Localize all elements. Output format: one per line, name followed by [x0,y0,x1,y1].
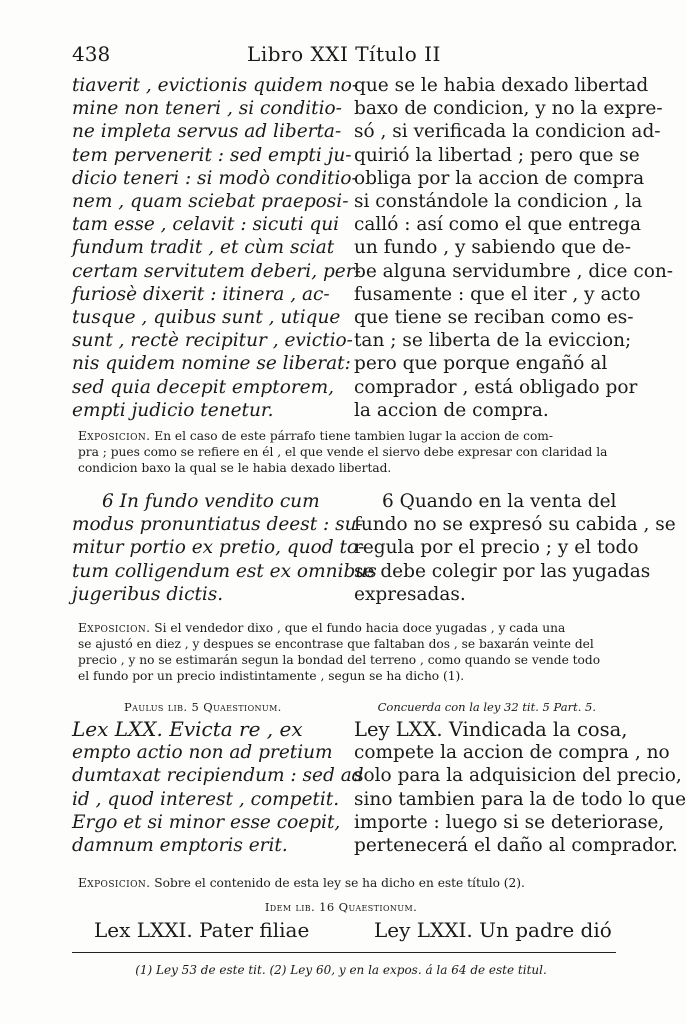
spanish-line: solo para la adquisicion del precio, [354,765,682,787]
latin-column [72,490,377,606]
spanish-line: 6 Quando en la venta del [382,491,617,512]
spanish-line: un fundo , y sabiendo que de- [354,237,631,259]
source-citations [72,700,616,714]
latin-line: tam esse , celavit : sicuti qui [72,214,340,236]
latin-line: nem , quam sciebat praeposi- [72,191,349,213]
spanish-line: quirió la libertad ; pero que se [354,144,640,166]
latin-line: jugeribus dictis. [72,583,224,605]
latin-line: tum colligendum est ex omnibus [72,560,377,582]
spanish-column [354,490,676,606]
spanish-line: si constándole la condicion , la [354,191,643,213]
parallel-text-block-2 [72,490,676,606]
spanish-line: fusamente : que el iter , y acto [354,283,641,305]
latin-line: tusque , quibus sunt , utique [72,307,341,329]
latin-line: Ergo et si minor esse coepit, [72,811,341,833]
latin-line: 6 In fundo vendito cum [102,491,320,512]
latin-line: tiaverit , evictionis quidem no- [72,75,359,96]
latin-line: id , quod interest , competit. [72,788,340,810]
source-right: Concuerda con la ley 32 tit. 5 Part. 5. [377,700,596,714]
latin-line: damnum emptoris erit. [72,835,288,857]
exposition-label: Exposicion. [78,621,151,635]
latin-column [72,717,364,857]
footnote: (1) Ley 53 de este tit. (2) Ley 60, y en la expos. á la 64 de este titul. [135,963,547,977]
exposition-text: Si el vendedor dixo , que el fundo hacia doce yugadas , y cada una [150,621,566,635]
latin-line: certam servitutem deberi, per- [72,260,361,282]
exposition-text: Sobre el contenido de esta ley se ha dicho en este título (2). [150,876,525,890]
spanish-line: expresadas. [354,583,466,605]
spanish-line: comprador , está obligado por [354,376,638,398]
spanish-column [354,718,686,857]
latin-line: dumtaxat recipiendum : sed ad [72,765,364,787]
exposition-text: el fundo por un precio indistintamente , segun se ha dicho (1). [78,669,465,683]
page-title: Libro XXI Título II [247,42,441,66]
latin-line: empto actio non ad pretium [72,742,333,764]
exposition-2 [78,620,614,684]
latin-line: furiosè dixerit : itinera , ac- [72,283,330,305]
spanish-line: calló : así como el que entrega [354,214,642,236]
latin-line: fundum tradit , et cùm sciat [72,237,335,259]
footnote-divider [72,952,616,953]
running-header [72,42,616,68]
exposition-1 [78,428,614,476]
parallel-text-block-1 [72,74,674,422]
exposition-label: Exposicion. [78,876,151,890]
latin-line: empti judicio tenetur. [72,399,274,421]
latin-line: tem pervenerit : sed empti ju- [72,144,352,166]
latin-line: Lex LXXI. Pater filiae [94,918,310,942]
spanish-line: regula por el precio ; y el todo [354,537,639,559]
spanish-line: pero que porque engañó al [354,353,608,375]
latin-line: nis quidem nomine se liberat: [72,353,351,375]
spanish-line: se debe colegir por las yugadas [354,560,651,582]
spanish-line: só , si verificada la condicion ad- [354,121,661,143]
page-number: 438 [72,42,111,66]
parallel-text-block-4 [72,918,616,942]
exposition-text: pra ; pues como se refiere en él , el que vende el siervo debe expresar con claridad la [78,445,608,459]
latin-line: dicio teneri : si modò conditio- [72,167,358,189]
spanish-line: que se le habia dexado libertad [354,75,649,96]
spanish-line: que tiene se reciban como es- [354,307,634,329]
latin-line: modus pronuntiatus deest : su- [72,514,363,536]
latin-line: mine non teneri , si conditio- [72,98,342,120]
spanish-line: sino tambien para la de todo lo que [354,788,686,810]
spanish-line: obliga por la accion de compra [354,167,645,189]
spanish-line: la accion de compra. [354,399,549,421]
spanish-line: be alguna servidumbre , dice con- [354,260,674,282]
latin-line: sunt , rectè recipitur , evictio- [72,330,353,352]
spanish-line: compete la accion de compra , no [354,742,670,764]
spanish-line: Ley LXX. Vindicada la cosa, [354,718,628,741]
spanish-line: pertenecerá el daño al comprador. [354,835,678,857]
source-citation-idem: Idem lib. 16 Quaestionum. [264,900,418,914]
spanish-line: tan ; se liberta de la eviccion; [354,330,632,352]
spanish-column [354,74,674,422]
latin-line: sed quia decepit emptorem, [72,376,335,398]
spanish-line: baxo de condicion, y no la expre- [354,98,663,120]
exposition-3 [78,875,614,891]
exposition-text: condicion baxo la qual se le habia dexado libertad. [78,461,392,475]
spanish-line: Ley LXXI. Un padre dió [374,918,612,942]
latin-line: ne impleta servus ad liberta- [72,121,342,143]
spanish-line: importe : luego si se deteriorase, [354,811,665,833]
exposition-text: En el caso de este párrafo tiene tambien lugar la accion de com- [150,429,553,443]
exposition-text: precio , y no se estimarán segun la bondad del terreno , como quando se vende todo [78,653,601,667]
exposition-label: Exposicion. [78,429,151,443]
source-left: Paulus lib. 5 Quaestionum. [124,700,282,714]
exposition-text: se ajustó en diez , y despues se encontrase que faltaban dos , se baxarán veinte del [78,637,594,651]
spanish-line: fundo no se expresó su cabida , se [354,514,676,536]
latin-column [72,74,361,422]
latin-line: mitur portio ex pretio, quod to- [72,537,365,559]
parallel-text-block-3 [72,717,686,857]
latin-line: Lex LXX. Evicta re , ex [72,717,303,741]
